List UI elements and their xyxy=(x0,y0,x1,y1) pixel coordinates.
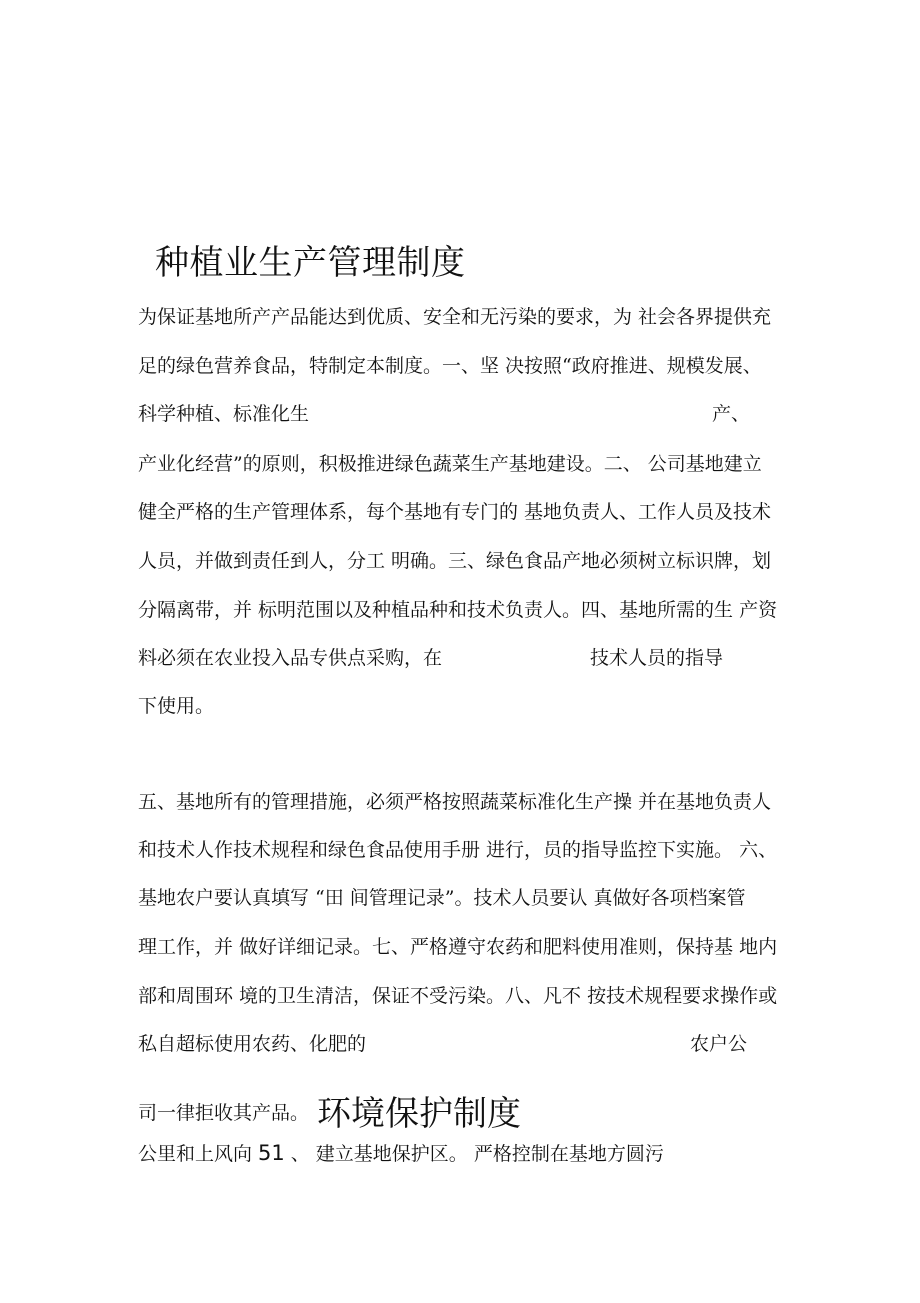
text-line-17-rest: 、 建立基地保护区。 严格控制在基地方圆污 xyxy=(290,1143,664,1165)
text-line-7: 分隔离带，并 标明范围以及种植品种和技术负责人。四、基地所需的生 产资 xyxy=(138,599,778,621)
text-line-6: 人员，并做到责任到人，分工 明确。三、绿色食品产地必须树立标识牌，划 xyxy=(138,550,772,572)
text-line-14: 部和周围环 境的卫生清洁，保证不受污染。八、凡不 按技术规程要求操作或 xyxy=(138,985,778,1007)
text-line-15-left: 私自超标使用农药、化肥的 xyxy=(138,1033,367,1055)
text-line-12: 基地农户要认真填写 “田 间管理记录”。技术人员要认 真做好各项档案管 xyxy=(138,887,746,909)
text-line-1: 为保证基地所产产品能达到优质、安全和无污染的要求，为 社会各界提供充 xyxy=(138,306,772,328)
text-line-13: 理工作，并 做好详细记录。七、严格遵守农药和肥料使用准则，保持基 地内 xyxy=(138,936,778,958)
text-line-8-left: 料必须在农业投入品专供点采购，在 xyxy=(138,647,443,669)
page-title: 种植业生产管理制度 xyxy=(155,243,466,283)
section-title-environment: 环境保护制度 xyxy=(317,1094,522,1134)
text-line-17-lead: 公里和上风向 xyxy=(138,1143,253,1165)
text-line-17 xyxy=(138,1141,664,1166)
distance-number: 51 xyxy=(258,1141,285,1165)
text-line-11: 和技术人作技术规程和绿色食品使用手册 进行，员的指导监控下实施。 六、 xyxy=(138,839,778,861)
text-line-4: 产业化经营”的原则，积极推进绿色蔬菜生产基地建设。二、 公司基地建立 xyxy=(138,453,762,475)
text-line-10: 五、基地所有的管理措施，必须严格按照蔬菜标准化生产操 并在基地负责人 xyxy=(138,791,772,813)
text-line-2: 足的绿色营养食品，特制定本制度。一、坚 决按照“政府推进、规模发展、 xyxy=(138,355,762,377)
text-line-16 xyxy=(138,1094,521,1134)
text-line-15-right: 农户公 xyxy=(690,1033,748,1055)
text-line-8-right: 技术人员的指导 xyxy=(590,647,724,669)
text-line-5: 健全严格的生产管理体系，每个基地有专门的 基地负责人、工作人员及技术 xyxy=(138,501,772,523)
text-line-9: 下使用。 xyxy=(138,695,215,717)
text-line-16-lead: 司一律拒收其产品。 xyxy=(138,1102,310,1124)
text-line-3-right: 产、 xyxy=(712,403,751,425)
text-line-3-left: 科学种植、标准化生 xyxy=(138,403,310,425)
